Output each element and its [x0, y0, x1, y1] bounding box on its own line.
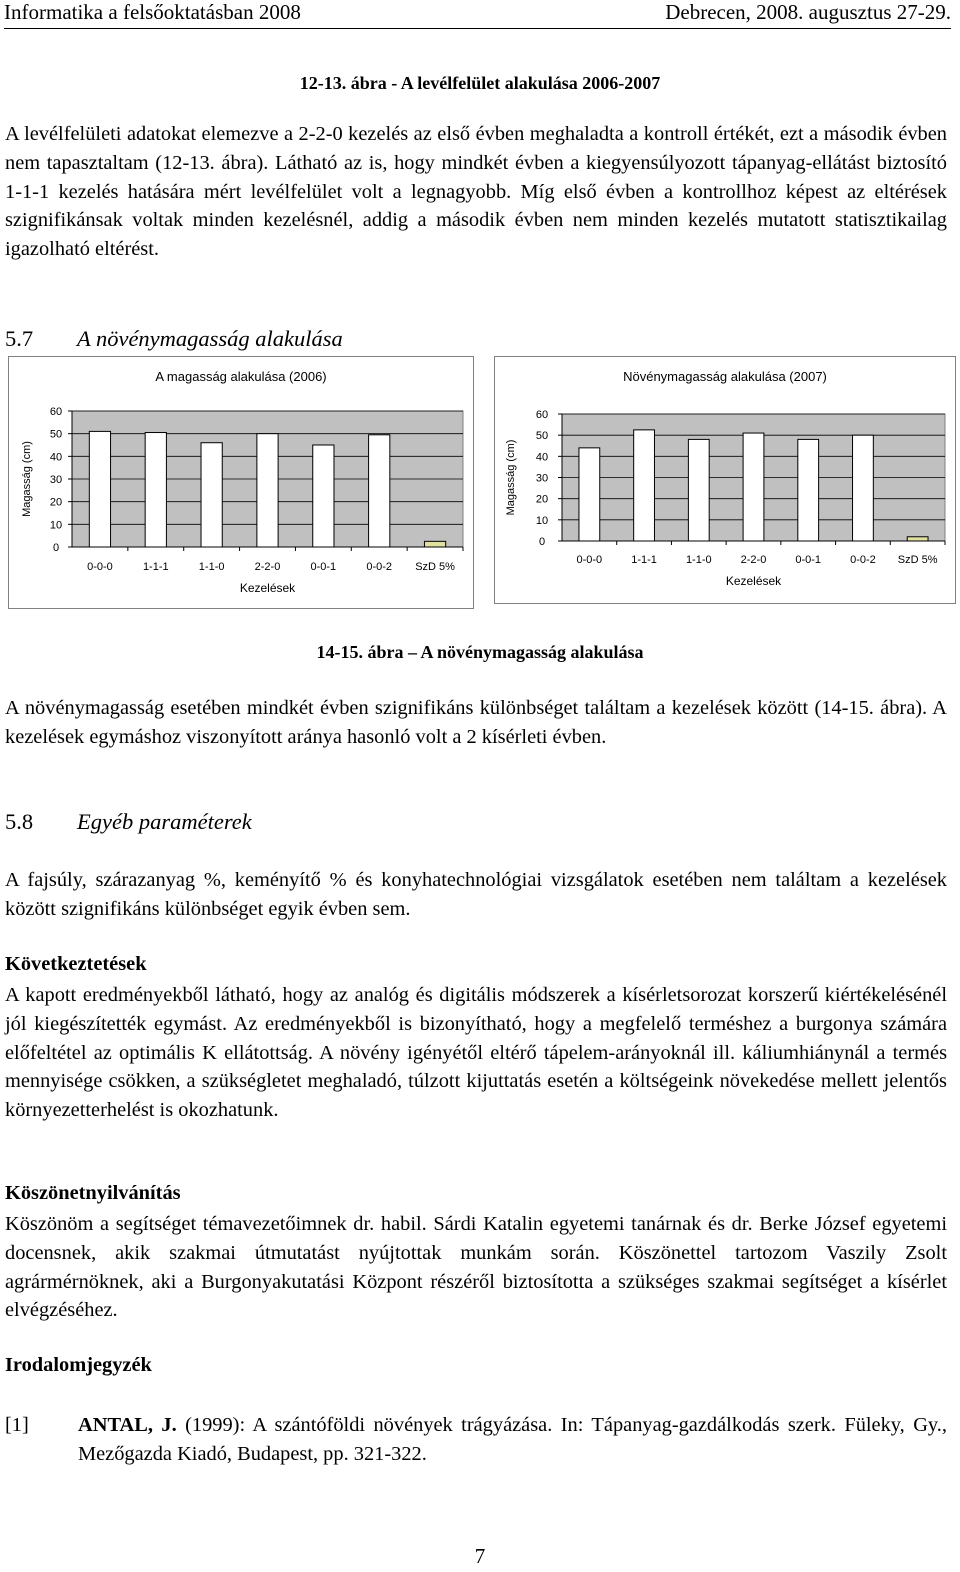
y-axis-label: Magasság (cm) — [21, 441, 33, 517]
bar — [201, 443, 222, 547]
x-tick-label: 1-1-0 — [198, 561, 225, 573]
x-tick-label: 0-0-2 — [850, 554, 876, 566]
y-tick-label: 60 — [49, 406, 63, 418]
y-axis-label: Magasság (cm) — [505, 439, 517, 516]
y-tick-label: 50 — [535, 430, 549, 443]
x-axis-label: Kezelések — [725, 574, 782, 588]
section-5-7-title: A növénymagasság alakulása — [77, 326, 343, 351]
bar — [743, 433, 764, 541]
x-tick-label: 1-1-0 — [685, 554, 712, 566]
x-tick-label: SzD 5% — [897, 554, 938, 566]
chart-2007-svg — [494, 356, 956, 604]
bar — [89, 431, 110, 547]
section-5-8-title: Egyéb paraméterek — [77, 809, 252, 834]
paragraph-other-params: A fajsúly, szárazanyag %, keményítő % és konyhatechnológiai vizsgálatok esetében nem találtam a kezelések között szignifikáns különbséget egyik évben sem. — [5, 869, 947, 920]
x-tick-label: 1-1-1 — [631, 554, 657, 566]
x-tick-label: 0-0-1 — [795, 554, 822, 566]
header-rule — [4, 28, 951, 29]
section-5-8-heading — [5, 809, 252, 835]
bar — [313, 445, 334, 547]
x-tick-label: 2-2-0 — [254, 561, 281, 573]
header-left: Informatika a felsőoktatásban 2008 — [4, 0, 301, 24]
bar — [688, 439, 709, 541]
chart-title: Növénymagasság alakulása (2007) — [623, 369, 827, 384]
y-tick-label: 0 — [52, 542, 60, 554]
reference-1-body — [78, 1411, 947, 1469]
x-tick-label: 0-0-0 — [87, 561, 113, 573]
fig-12-13-caption: 12-13. ábra - A levélfelület alakulása 2006-2007 — [299, 73, 661, 93]
paragraph-leaf-area: A levélfelületi adatokat elemezve a 2-2-0 kezelés az első évben meghaladta a kontroll értékét, ezt a második évben nem tapasztaltam (12-13. ábra). Látható az is, hogy mindkét évben a kiegyensúlyozott tápanyag-ellátást biztosító 1-1-1 kezelés hatására mért levélfelület volt a legnagyobb. Míg első évben a kontrollhoz képest az eltérések szignifikánsak voltak minden kezelésnél, addig a második évben nem minden kezelés mutatott statisztikailag igazolható eltérést. — [5, 123, 947, 261]
page-number: 7 — [474, 1544, 486, 1568]
fig-14-15-caption: 14-15. ábra – A növénymagasság alakulása — [316, 642, 644, 662]
y-tick-label: 20 — [535, 493, 549, 506]
reference-1-author: ANTAL, J. — [78, 1414, 177, 1436]
section-5-7-heading — [5, 326, 343, 352]
x-tick-label: 0-0-0 — [576, 554, 603, 566]
reference-1-text: (1999): A szántóföldi növények trágyázása. In: Tápanyag-gazdálkodás szerk. Füleky, Gy., Mezőgazda Kiadó, Budapest, pp. 321-322. — [78, 1414, 947, 1465]
bar — [634, 430, 655, 541]
chart-2006-svg — [8, 356, 474, 609]
y-tick-label: 50 — [49, 428, 63, 441]
bar — [145, 433, 166, 547]
x-tick-label: SzD 5% — [415, 561, 455, 573]
chart-height-2006 — [8, 356, 474, 609]
bar-szd — [907, 537, 928, 541]
heading-acknowledgements: Köszönetnyilvánítás — [5, 1182, 181, 1204]
page-header — [0, 0, 951, 26]
section-5-8-number: 5.8 — [5, 809, 34, 834]
bar — [257, 434, 278, 547]
bar-szd — [424, 541, 445, 547]
chart-height-2007 — [494, 356, 956, 604]
chart-title: A magasság alakulása (2006) — [155, 369, 327, 384]
y-tick-label: 30 — [49, 474, 63, 486]
heading-conclusions: Következtetések — [5, 953, 147, 975]
paragraph-acknowledgements: Köszönöm a segítséget témavezetőimnek dr. habil. Sárdi Katalin egyetemi tanárnak és dr. Berke József egyetemi docensnek, akik szakmai útmutatást nyújtottak munkám során. Köszönettel tartozom Vaszily Zsolt agrármérnöknek, aki a Burgonyakutatási Központ részéről biztosította a szükséges szakmai segítséget a kísérlet elvégzéséhez. — [5, 1213, 947, 1322]
heading-references: Irodalomjegyzék — [5, 1354, 152, 1376]
paragraph-conclusions: A kapott eredményekből látható, hogy az analóg és digitális módszerek a kísérletsorozat korszerű kiértékelésénél jól kiegészítették egymást. Az eredményekből is bizonyítható, hogy a megfelelő terméshez a burgonya számára előfeltétel az optimális K ellátottság. A növény igényétől eltérő tápelem-arányoknál ill. káliumhiánynál a termés mennyisége csökken, a szükségletet meghaladó, túlzott kijuttatás esetén a költségeink növekedése mellett jelentős környezetterhelést is okozhatunk. — [5, 984, 947, 1122]
x-tick-label: 2-2-0 — [740, 554, 767, 566]
bar — [369, 435, 390, 547]
y-tick-label: 0 — [538, 536, 546, 548]
y-tick-label: 40 — [49, 451, 63, 464]
bar — [798, 439, 819, 541]
bar — [579, 448, 600, 541]
section-5-7-number: 5.7 — [5, 326, 34, 351]
bar — [853, 435, 874, 541]
y-tick-label: 40 — [535, 451, 549, 464]
reference-1-number: [1] — [5, 1414, 29, 1436]
header-right: Debrecen, 2008. augusztus 27-29. — [665, 0, 951, 24]
y-tick-label: 20 — [49, 496, 63, 509]
paragraph-plant-height: A növénymagasság esetében mindkét évben szignifikáns különbséget találtam a kezelések között (14-15. ábra). A kezelések egymáshoz viszonyított aránya hasonló volt a 2 kísérleti évben. — [5, 697, 947, 748]
x-tick-label: 0-0-1 — [310, 561, 337, 573]
y-tick-label: 10 — [49, 519, 63, 532]
reference-1 — [5, 1411, 947, 1469]
x-tick-label: 1-1-1 — [142, 561, 169, 573]
x-axis-label: Kezelések — [239, 581, 296, 595]
x-tick-label: 0-0-2 — [366, 561, 393, 573]
y-tick-label: 10 — [535, 514, 549, 527]
y-tick-label: 30 — [535, 472, 549, 485]
y-tick-label: 60 — [535, 409, 549, 421]
